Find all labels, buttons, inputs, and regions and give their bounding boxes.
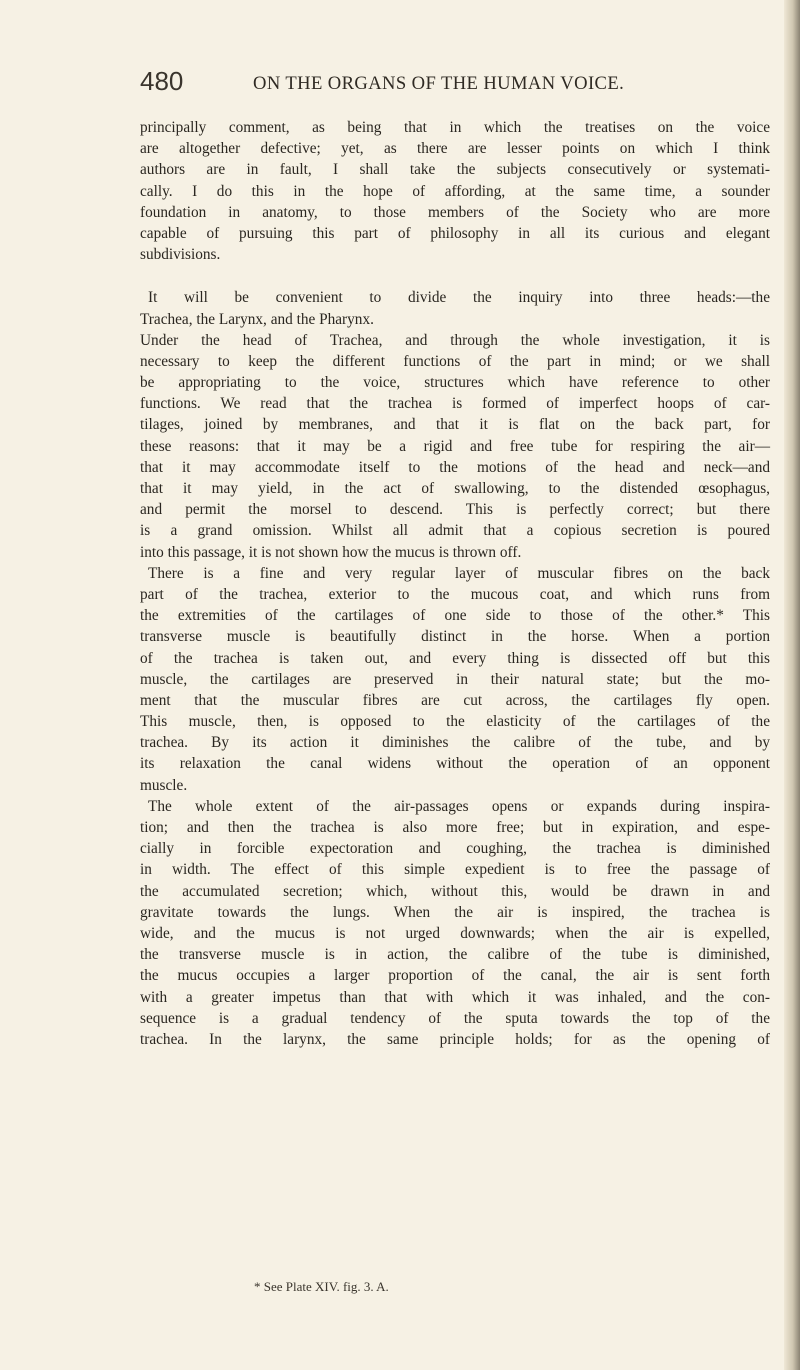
- text-line: are altogether defective; yet, as there are lesser points on which I think: [140, 140, 770, 158]
- text-line: Under the head of Trachea, and through the whole investigation, it is: [140, 331, 770, 349]
- text-line: transverse muscle is beautifully distinct in the horse. When a portion: [140, 628, 770, 646]
- page-number: 480: [140, 66, 184, 96]
- footnote: * See Plate XIV. fig. 3. A.: [254, 1279, 389, 1294]
- text-line: cially in forcible expectoration and coughing, the trachea is diminished: [140, 840, 770, 858]
- page-header: [140, 66, 780, 106]
- text-line: It will be convenient to divide the inquiry into three heads:—the: [148, 289, 770, 307]
- text-line: the extremities of the cartilages of one side to those of the other.* This: [140, 607, 770, 625]
- text-line: necessary to keep the different functions of the part in mind; or we shall: [140, 352, 770, 370]
- text-line: is a grand omission. Whilst all admit that a copious secretion is poured: [140, 522, 770, 540]
- paragraph-gap: [140, 265, 770, 287]
- text-line: ment that the muscular fibres are cut across, the cartilages fly open.: [140, 691, 770, 709]
- text-line: trachea. In the larynx, the same principle holds; for as the opening of: [140, 1030, 770, 1048]
- text-line: wide, and the mucus is not urged downwards; when the air is expelled,: [140, 924, 770, 942]
- paragraph: [140, 563, 770, 796]
- paragraph: [140, 796, 770, 1050]
- text-line: of the trachea is taken out, and every thing is dissected off but this: [140, 649, 770, 667]
- text-line: foundation in anatomy, to those members of the Society who are more: [140, 203, 770, 221]
- text-line: that it may yield, in the act of swallowing, to the distended œsophagus,: [140, 480, 770, 497]
- text-line: the accumulated secretion; which, without this, would be drawn in and: [140, 882, 770, 900]
- body-text: [140, 117, 770, 1050]
- text-line: and permit the morsel to descend. This is perfectly correct; but there: [140, 501, 770, 519]
- text-line: that it may accommodate itself to the motions of the head and neck—and: [140, 458, 770, 476]
- text-line: Trachea, the Larynx, and the Pharynx.: [140, 310, 374, 328]
- text-line: cally. I do this in the hope of affording, at the same time, a sounder: [140, 182, 770, 200]
- text-line: gravitate towards the lungs. When the air is inspired, the trachea is: [140, 903, 770, 921]
- text-line: muscle, the cartilages are preserved in their natural state; but the mo-: [140, 670, 770, 688]
- page-edge-shadow: [784, 0, 800, 1370]
- text-line: authors are in fault, I shall take the subjects consecutively or systemati-: [140, 161, 770, 179]
- paragraph: [140, 330, 770, 563]
- text-line: the transverse muscle is in action, the calibre of the tube is diminished,: [140, 946, 770, 964]
- text-line: capable of pursuing this part of philosophy in all its curious and elegant: [140, 224, 770, 242]
- text-line: This muscle, then, is opposed to the elasticity of the cartilages of the: [140, 713, 770, 731]
- text-line: part of the trachea, exterior to the mucous coat, and which runs from: [140, 585, 770, 603]
- text-line: these reasons: that it may be a rigid and free tube for respiring the air—: [140, 437, 770, 455]
- text-line: trachea. By its action it diminishes the calibre of the tube, and by: [140, 734, 770, 752]
- paragraph: [140, 287, 770, 329]
- text-line: muscle.: [140, 776, 188, 794]
- text-line: The whole extent of the air-passages opens or expands during inspira-: [148, 797, 770, 815]
- text-line: principally comment, as being that in which the treatises on the voice: [140, 119, 770, 136]
- running-title: ON THE ORGANS OF THE HUMAN VOICE.: [253, 73, 625, 94]
- text-line: tilages, joined by membranes, and that it is flat on the back part, for: [140, 416, 770, 434]
- text-line: with a greater impetus than that with which it was inhaled, and the con-: [140, 988, 770, 1006]
- text-line: tion; and then the trachea is also more free; but in expiration, and espe-: [140, 819, 770, 836]
- paragraph: [140, 117, 770, 265]
- text-line: be appropriating to the voice, structures which have reference to other: [140, 374, 770, 392]
- text-line: There is a fine and very regular layer of muscular fibres on the back: [148, 564, 770, 582]
- text-line: functions. We read that the trachea is formed of imperfect hoops of car-: [140, 395, 770, 413]
- text-line: sequence is a gradual tendency of the sputa towards the top of the: [140, 1009, 770, 1027]
- text-line: in width. The effect of this simple expedient is to free the passage of: [140, 861, 770, 879]
- text-line: the mucus occupies a larger proportion of the canal, the air is sent forth: [140, 967, 770, 985]
- text-line: its relaxation the canal widens without the operation of an opponent: [140, 755, 770, 773]
- text-line: subdivisions.: [140, 246, 221, 264]
- text-line: into this passage, it is not shown how the mucus is thrown off.: [140, 543, 522, 561]
